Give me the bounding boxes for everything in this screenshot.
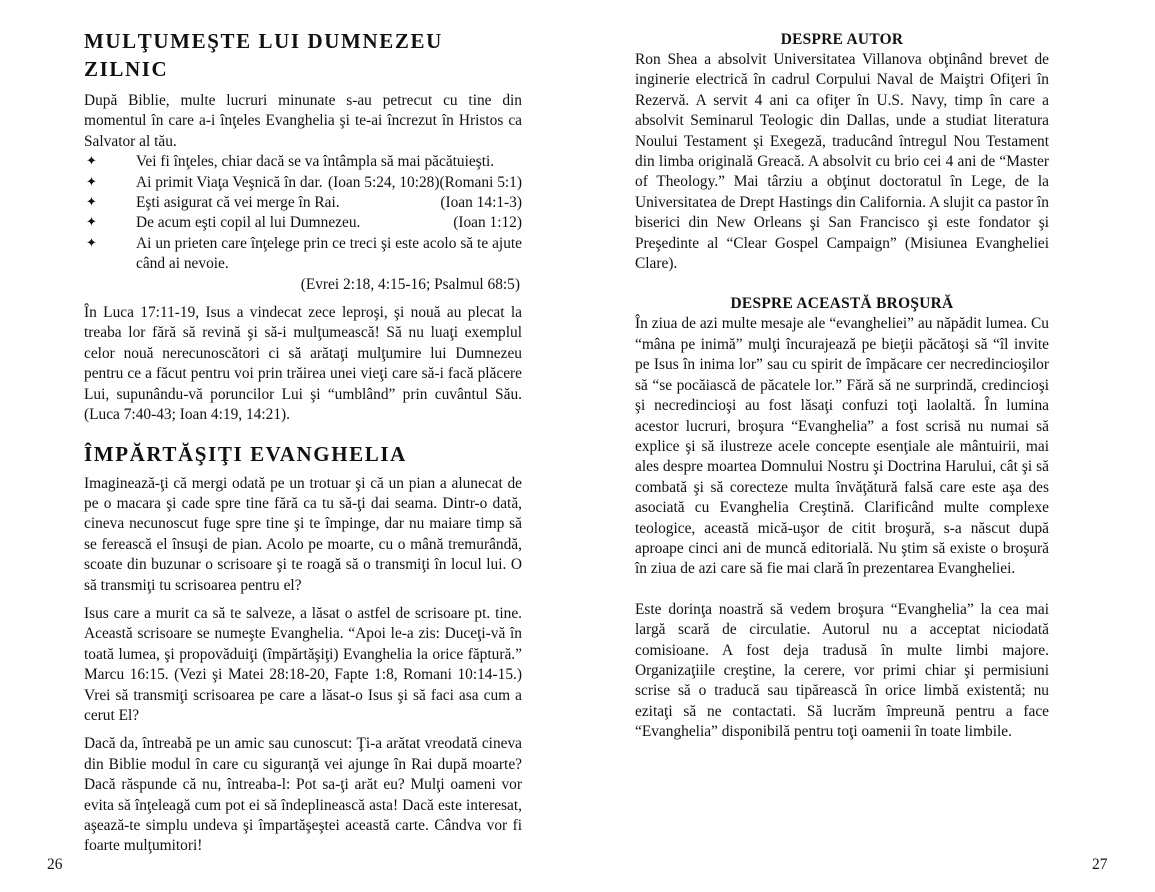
star-bullet-icon: ✦ bbox=[86, 215, 97, 231]
list-item bbox=[84, 173, 522, 193]
bullet-text: Eşti asigurat că vei merge în Rai. bbox=[136, 194, 340, 212]
star-bullet-icon: ✦ bbox=[86, 195, 97, 211]
star-bullet-icon: ✦ bbox=[86, 235, 97, 251]
star-bullet-icon: ✦ bbox=[86, 154, 97, 170]
right-page bbox=[577, 0, 1155, 892]
bullet-reference: (Ioan 1:12) bbox=[453, 214, 522, 232]
paragraph-isus: Isus care a murit ca să te salveze, a lăsat o astfel de scrisoare pt. tine. Această scrisoare se numeşte Evanghelia. “Apoi le-a zis: Duceţi-vă în toată lumea, şi propovăduiţi (împărtăşiţi) Evanghelia la orice făptură.” Marcu 16:15. (Vezi şi Matei 28:18-20, Fapte 1:8, Romani 10:14-15.) Vrei să transmiţi scrisoarea pe care a lăsat-o Isus şi să faci asa cum a cerut El? bbox=[84, 604, 522, 724]
list-item bbox=[84, 213, 522, 233]
bullet-list-reference: (Evrei 2:18, 4:15-16; Psalmul 68:5) bbox=[300, 275, 520, 293]
paragraph-dorinta: Este dorinţa noastră să vedem broşura “Evanghelia” la cea mai largă scară de circulatie. Autorul nu a acceptat niciodată comisioane. A fost deja tradusă în multe limbi majore. Organizaţiile creştine, la cerere, vor primi chiar şi permisiuni scrise să o traducă sau tipărească în orice limbă existentă; nu ezitaţi să ne contactati. Să lucrăm împreună pentru a face “Evanghelia” disponibilă pentru toţi oamenii în toate limbile. bbox=[635, 600, 1049, 741]
intro-paragraph: După Biblie, multe lucruri minunate s-au petrecut cu tine din momentul în care a-i înţeles Evanghelia şi te-ai încrezut în Hristos ca Salvator al tău. bbox=[84, 92, 522, 150]
bullet-reference: (Ioan 14:1-3) bbox=[440, 194, 522, 212]
bullet-text: Vei fi înţeles, chiar dacă se va întâmpla să mai păcătuieşti. bbox=[136, 153, 495, 171]
left-column bbox=[84, 27, 522, 857]
bullet-reference: (Ioan 5:24, 10:28) bbox=[327, 173, 440, 191]
star-bullet-icon: ✦ bbox=[86, 174, 97, 190]
bullet-reference: (Romani 5:1) bbox=[439, 173, 522, 191]
bullet-text: De acum eşti copil al lui Dumnezeu. bbox=[136, 214, 361, 232]
bullet-text: Ai primit Viaţa Veşnică în dar. bbox=[136, 173, 323, 191]
page-number-left: 26 bbox=[47, 856, 63, 873]
blessings-list bbox=[84, 152, 522, 274]
right-column bbox=[635, 30, 1049, 743]
bullet-text: Ai un prieten care înţelege prin ce treci şi este acolo să te ajute când ai nevoie. bbox=[136, 234, 522, 273]
paragraph-autor: Ron Shea a absolvit Universitatea Villanova obţinând brevet de inginerie electrică în cadrul Corpului Naval de Maiştri Ofiţeri în Rezervă. A servit 4 ani ca ofiţer în U.S. Navy, timp în care a absolvit Seminarul Teologic din Dallas, unde a studiat literatura Noului Testament şi Exegeză, traducând întregul Nou Testament din limba originală Greacă. A absolvit cu brio cei 4 ani de “Master of Theology.” Mai târziu a obţinut doctoratul în Lege, de la Universitatea de Drept Hastings din California. A slujit ca pastor în biserici din New Orleans şi San Francisco şi este fondator şi Preşedinte al “Clear Gospel Campaign” (Misiunea Evangheliei Clare). bbox=[635, 51, 1049, 273]
paragraph-luca: În Luca 17:11-19, Isus a vindecat zece leproşi, şi nouă au plecat la treaba lor fără să revină şi să-i mulţumească! Să nu luaţi exemplul celor nouă nerecunoscători ci să arătaţi mulţumire lui Dumnezeu pentru ce a făcut pentru voi prin trăirea unei vieţi care să-i facă plăcere Lui, supunându-vă poruncilor Lui şi “umblând” prin cuvântul Său. (Luca 7:40-43; Ioan 4:19, 14:21). bbox=[84, 304, 522, 424]
page-number-right: 27 bbox=[1092, 856, 1108, 873]
left-page bbox=[0, 0, 577, 892]
paragraph-amic: Dacă da, întreabă pe un amic sau cunoscut: Ţi-a arătat vreodată cineva din Biblie modul în care cu siguranţă vei ajunge în Rai după moarte? Dacă răspunde că nu, întreaba-l: Pot sa-ţi arăt eu? Mulţi oameni vor evita să înţeleagă cum pot ei să îndeplinească asta! Dacă este interesat, aşează-te simplu undeva şi împartăşeştei această carte. Cândva vor fi foarte mulţumitori! bbox=[84, 735, 522, 855]
paragraph-brosura: În ziua de azi multe mesaje ale “evangheliei” au năpădit lumea. Cu “mâna pe inimă” mulţi încurajează pe bieţii păcătoşi să “îl invite pe Isus în inima lor” sau cu spirit de împăcare cer necredincioşilor să “se pocăiască de păcatele lor.” Fără să ne surprindă, credincioşi şi necredincioşi au fost lăsaţi confuzi toţi laolaltă. În lumina acestor lucruri, broşura “Evanghelia” a fost scrisă nu numai să explice şi să ilustreze acele concepte esenţiale ale mântuirii, mai ales despre moartea Domnului Nostru şi Doctrina Harului, cât şi să combată şi să corecteze multa învăţătură falsă care este aşa des asociată cu Evanghelia Creştină. Clarificând multe complexe teologice, această mică-uşor de citit broşură, s-a născut după aproape cinci ani de muncă editorială. Nu ştim să existe o broşură în ziua de azi care să fie mai clară în prezentarea Evangheliei. bbox=[635, 315, 1049, 578]
list-item bbox=[84, 234, 522, 275]
heading-despre-autor: DESPRE AUTOR bbox=[780, 31, 904, 48]
heading-impartasiti: ÎMPĂRTĂŞIŢI EVANGHELIA bbox=[84, 441, 407, 466]
heading-despre-brosura: DESPRE ACEASTĂ BROŞURĂ bbox=[730, 295, 954, 313]
heading-multumeste: MULŢUMEŞTE LUI DUMNEZEU ZILNIC bbox=[84, 29, 443, 81]
list-item bbox=[84, 193, 522, 213]
paragraph-pian: Imaginează-ţi că mergi odată pe un trotuar şi că un pian a alunecat de pe o macara şi cade spre tine fără ca tu să-ţi dai seama. Dintr-o dată, cineva necunoscut fuge spre tine şi te împinge, dar nu maiare timp să se ferească el însuşi de pian. Acolo pe moarte, cu o mână tremurândă, scoate din buzunar o scrisoare şi te roagă să o transmiţi în locul lui. O să transmiţi tu scrisoarea pentru el? bbox=[84, 474, 522, 594]
